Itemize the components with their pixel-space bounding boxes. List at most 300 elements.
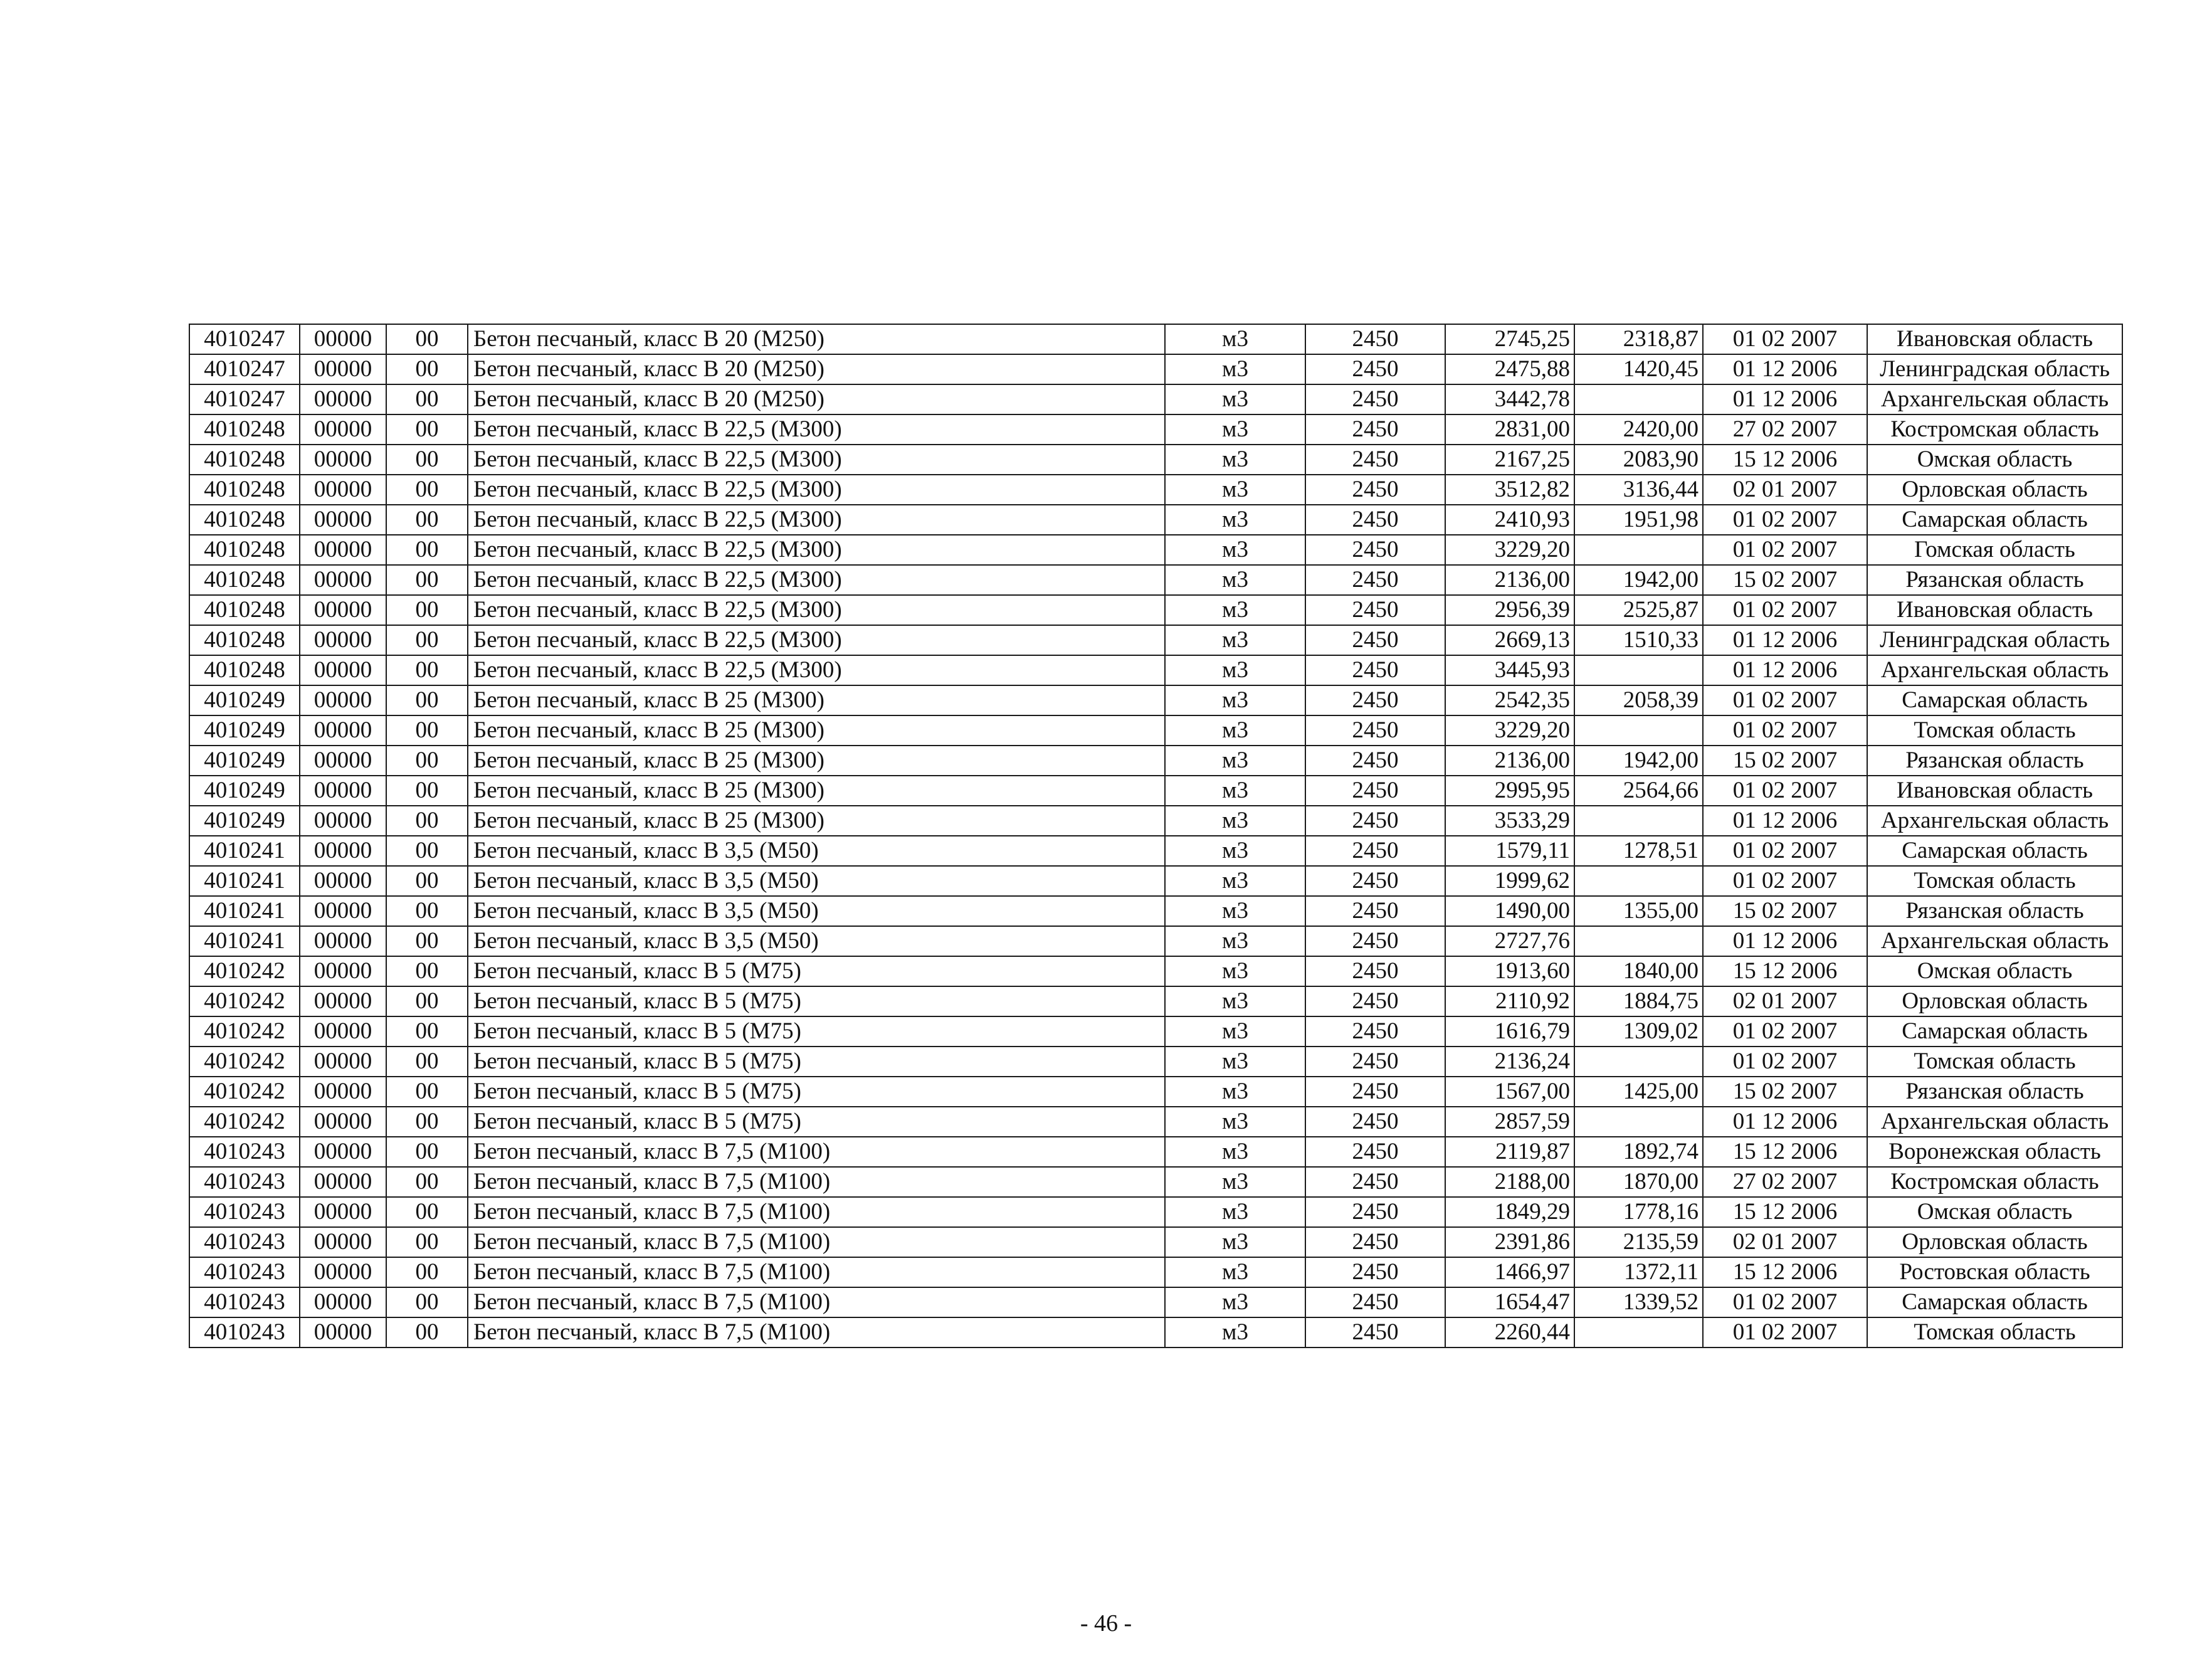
unit-cell: м3 [1165, 655, 1305, 685]
table-row [189, 384, 2122, 414]
sub-code-cell: 00000 [300, 1107, 386, 1137]
unit-cell: м3 [1165, 866, 1305, 896]
date-cell: 01 02 2007 [1703, 685, 1867, 715]
table-row [189, 956, 2122, 986]
table-row [189, 1317, 2122, 1347]
material-name-cell: Бетон песчаный, класс В 7,5 (М100) [468, 1287, 1165, 1317]
ext-code-cell: 00 [386, 384, 468, 414]
price-alt-cell: 1884,75 [1574, 986, 1703, 1016]
price-cell: 1579,11 [1445, 836, 1574, 866]
region-cell: Ростовская область [1867, 1257, 2122, 1287]
price-alt-cell [1574, 926, 1703, 956]
material-name-cell: Бетон песчаный, класс В 22,5 (М300) [468, 625, 1165, 655]
item-code-cell: 4010241 [189, 926, 300, 956]
material-name-cell: Бетон песчаный, класс В 22,5 (М300) [468, 414, 1165, 445]
unit-cell: м3 [1165, 384, 1305, 414]
density-cell: 2450 [1305, 866, 1445, 896]
price-cell: 2188,00 [1445, 1167, 1574, 1197]
unit-cell: м3 [1165, 475, 1305, 505]
table-row [189, 1197, 2122, 1227]
date-cell: 01 02 2007 [1703, 535, 1867, 565]
material-name-cell: Бетон песчаный, класс В 25 (М300) [468, 806, 1165, 836]
price-cell: 2669,13 [1445, 625, 1574, 655]
item-code-cell: 4010248 [189, 625, 300, 655]
table-row [189, 1287, 2122, 1317]
sub-code-cell: 00000 [300, 1167, 386, 1197]
date-cell: 27 02 2007 [1703, 1167, 1867, 1197]
region-cell: Гомская область [1867, 535, 2122, 565]
region-cell: Рязанская область [1867, 565, 2122, 595]
region-cell: Костромская область [1867, 1167, 2122, 1197]
ext-code-cell: 00 [386, 1077, 468, 1107]
date-cell: 01 02 2007 [1703, 776, 1867, 806]
material-name-cell: Бетон песчаный, класс В 22,5 (М300) [468, 655, 1165, 685]
ext-code-cell: 00 [386, 1227, 468, 1257]
table-row [189, 1107, 2122, 1137]
sub-code-cell: 00000 [300, 565, 386, 595]
ext-code-cell: 00 [386, 625, 468, 655]
price-alt-cell [1574, 1107, 1703, 1137]
ext-code-cell: 00 [386, 445, 468, 475]
unit-cell: м3 [1165, 1077, 1305, 1107]
price-alt-cell: 1951,98 [1574, 505, 1703, 535]
table-row [189, 1227, 2122, 1257]
material-name-cell: Бетон песчаный, класс В 7,5 (М100) [468, 1167, 1165, 1197]
material-name-cell: Бетон песчаный, класс В 20 (М250) [468, 354, 1165, 384]
material-name-cell: Бетон песчаный, класс В 7,5 (М100) [468, 1317, 1165, 1347]
price-cell: 2136,24 [1445, 1047, 1574, 1077]
table-row [189, 565, 2122, 595]
price-cell: 1999,62 [1445, 866, 1574, 896]
unit-cell: м3 [1165, 685, 1305, 715]
date-cell: 01 02 2007 [1703, 715, 1867, 746]
item-code-cell: 4010243 [189, 1257, 300, 1287]
item-code-cell: 4010248 [189, 505, 300, 535]
sub-code-cell: 00000 [300, 1257, 386, 1287]
density-cell: 2450 [1305, 1077, 1445, 1107]
unit-cell: м3 [1165, 354, 1305, 384]
region-cell: Томская область [1867, 866, 2122, 896]
sub-code-cell: 00000 [300, 595, 386, 625]
table-row [189, 746, 2122, 776]
item-code-cell: 4010241 [189, 896, 300, 926]
date-cell: 01 12 2006 [1703, 384, 1867, 414]
date-cell: 15 12 2006 [1703, 956, 1867, 986]
unit-cell: м3 [1165, 595, 1305, 625]
table-row [189, 866, 2122, 896]
price-cell: 2260,44 [1445, 1317, 1574, 1347]
density-cell: 2450 [1305, 1047, 1445, 1077]
sub-code-cell: 00000 [300, 746, 386, 776]
price-alt-cell: 2318,87 [1574, 324, 1703, 354]
density-cell: 2450 [1305, 986, 1445, 1016]
item-code-cell: 4010248 [189, 565, 300, 595]
region-cell: Воронежская область [1867, 1137, 2122, 1167]
region-cell: Томская область [1867, 1317, 2122, 1347]
ext-code-cell: 00 [386, 1137, 468, 1167]
sub-code-cell: 00000 [300, 926, 386, 956]
price-cell: 2475,88 [1445, 354, 1574, 384]
ext-code-cell: 00 [386, 565, 468, 595]
unit-cell: м3 [1165, 535, 1305, 565]
density-cell: 2450 [1305, 655, 1445, 685]
region-cell: Архангельская область [1867, 655, 2122, 685]
unit-cell: м3 [1165, 625, 1305, 655]
region-cell: Костромская область [1867, 414, 2122, 445]
price-table [189, 324, 2123, 1348]
material-name-cell: Бетон песчаный, класс В 7,5 (М100) [468, 1227, 1165, 1257]
density-cell: 2450 [1305, 625, 1445, 655]
ext-code-cell: 00 [386, 746, 468, 776]
density-cell: 2450 [1305, 1257, 1445, 1287]
table-row [189, 926, 2122, 956]
price-alt-cell: 1339,52 [1574, 1287, 1703, 1317]
item-code-cell: 4010249 [189, 685, 300, 715]
ext-code-cell: 00 [386, 475, 468, 505]
region-cell: Рязанская область [1867, 746, 2122, 776]
unit-cell: м3 [1165, 1047, 1305, 1077]
unit-cell: м3 [1165, 926, 1305, 956]
item-code-cell: 4010248 [189, 475, 300, 505]
material-name-cell: Бетон песчаный, класс В 25 (М300) [468, 746, 1165, 776]
date-cell: 01 02 2007 [1703, 1287, 1867, 1317]
sub-code-cell: 00000 [300, 776, 386, 806]
material-name-cell: Бетон песчаный, класс В 7,5 (М100) [468, 1137, 1165, 1167]
date-cell: 02 01 2007 [1703, 986, 1867, 1016]
sub-code-cell: 00000 [300, 866, 386, 896]
price-cell: 2745,25 [1445, 324, 1574, 354]
date-cell: 01 02 2007 [1703, 1317, 1867, 1347]
ext-code-cell: 00 [386, 414, 468, 445]
date-cell: 01 12 2006 [1703, 625, 1867, 655]
unit-cell: м3 [1165, 776, 1305, 806]
price-cell: 2857,59 [1445, 1107, 1574, 1137]
item-code-cell: 4010242 [189, 1047, 300, 1077]
price-cell: 3229,20 [1445, 535, 1574, 565]
region-cell: Омская область [1867, 956, 2122, 986]
item-code-cell: 4010248 [189, 445, 300, 475]
material-name-cell: Бетон песчаный, класс В 3,5 (М50) [468, 836, 1165, 866]
unit-cell: м3 [1165, 324, 1305, 354]
item-code-cell: 4010243 [189, 1197, 300, 1227]
ext-code-cell: 00 [386, 595, 468, 625]
price-alt-cell [1574, 1047, 1703, 1077]
density-cell: 2450 [1305, 776, 1445, 806]
material-name-cell: Бетон песчаный, класс В 22,5 (М300) [468, 445, 1165, 475]
ext-code-cell: 00 [386, 986, 468, 1016]
region-cell: Ивановская область [1867, 595, 2122, 625]
table-row [189, 354, 2122, 384]
material-name-cell: Бетон песчаный, класс В 5 (М75) [468, 1077, 1165, 1107]
date-cell: 01 12 2006 [1703, 655, 1867, 685]
price-cell: 1466,97 [1445, 1257, 1574, 1287]
unit-cell: м3 [1165, 1167, 1305, 1197]
price-alt-cell: 1870,00 [1574, 1167, 1703, 1197]
price-cell: 3445,93 [1445, 655, 1574, 685]
density-cell: 2450 [1305, 715, 1445, 746]
table-row [189, 1016, 2122, 1047]
material-name-cell: Бетон песчаный, класс В 25 (М300) [468, 776, 1165, 806]
table-row [189, 1047, 2122, 1077]
density-cell: 2450 [1305, 1167, 1445, 1197]
material-name-cell: Бетон песчаный, класс В 20 (М250) [468, 324, 1165, 354]
ext-code-cell: 00 [386, 866, 468, 896]
item-code-cell: 4010247 [189, 354, 300, 384]
ext-code-cell: 00 [386, 1197, 468, 1227]
region-cell: Архангельская область [1867, 384, 2122, 414]
region-cell: Орловская область [1867, 986, 2122, 1016]
date-cell: 01 02 2007 [1703, 866, 1867, 896]
ext-code-cell: 00 [386, 806, 468, 836]
material-name-cell: Ьетон песчаный, класс В 5 (М75) [468, 986, 1165, 1016]
material-name-cell: Бетон песчаный, класс В 3,5 (М50) [468, 926, 1165, 956]
region-cell: Омская область [1867, 445, 2122, 475]
unit-cell: м3 [1165, 1257, 1305, 1287]
table-body [189, 324, 2122, 1347]
price-alt-cell [1574, 866, 1703, 896]
material-name-cell: Бетон песчаный, класс В 22,5 (М300) [468, 535, 1165, 565]
item-code-cell: 4010241 [189, 836, 300, 866]
table-row [189, 505, 2122, 535]
table-row [189, 535, 2122, 565]
unit-cell: м3 [1165, 1317, 1305, 1347]
density-cell: 2450 [1305, 1197, 1445, 1227]
price-alt-cell: 2420,00 [1574, 414, 1703, 445]
unit-cell: м3 [1165, 715, 1305, 746]
density-cell: 2450 [1305, 1016, 1445, 1047]
material-name-cell: Бетон песчаный, класс В 7,5 (М100) [468, 1257, 1165, 1287]
region-cell: Ленинградская область [1867, 625, 2122, 655]
ext-code-cell: 00 [386, 1107, 468, 1137]
unit-cell: м3 [1165, 445, 1305, 475]
region-cell: Самарская область [1867, 1016, 2122, 1047]
table-row [189, 1167, 2122, 1197]
price-alt-cell: 1942,00 [1574, 565, 1703, 595]
unit-cell: м3 [1165, 565, 1305, 595]
sub-code-cell: 00000 [300, 836, 386, 866]
date-cell: 02 01 2007 [1703, 475, 1867, 505]
date-cell: 15 02 2007 [1703, 565, 1867, 595]
price-cell: 2167,25 [1445, 445, 1574, 475]
item-code-cell: 4010242 [189, 1016, 300, 1047]
ext-code-cell: 00 [386, 926, 468, 956]
density-cell: 2450 [1305, 1287, 1445, 1317]
date-cell: 01 12 2006 [1703, 354, 1867, 384]
price-alt-cell: 1840,00 [1574, 956, 1703, 986]
sub-code-cell: 00000 [300, 384, 386, 414]
table-row [189, 625, 2122, 655]
price-alt-cell: 1355,00 [1574, 896, 1703, 926]
price-alt-cell: 1892,74 [1574, 1137, 1703, 1167]
date-cell: 15 12 2006 [1703, 1137, 1867, 1167]
price-cell: 3512,82 [1445, 475, 1574, 505]
price-alt-cell [1574, 1317, 1703, 1347]
ext-code-cell: 00 [386, 1317, 468, 1347]
ext-code-cell: 00 [386, 324, 468, 354]
density-cell: 2450 [1305, 505, 1445, 535]
ext-code-cell: 00 [386, 896, 468, 926]
ext-code-cell: 00 [386, 956, 468, 986]
table-row [189, 685, 2122, 715]
price-alt-cell: 1420,45 [1574, 354, 1703, 384]
density-cell: 2450 [1305, 956, 1445, 986]
material-name-cell: Бетон песчаный, класс В 25 (М300) [468, 685, 1165, 715]
table-row [189, 655, 2122, 685]
price-cell: 3442,78 [1445, 384, 1574, 414]
table-row [189, 986, 2122, 1016]
price-alt-cell: 1309,02 [1574, 1016, 1703, 1047]
density-cell: 2450 [1305, 354, 1445, 384]
sub-code-cell: 00000 [300, 445, 386, 475]
table-row [189, 1077, 2122, 1107]
item-code-cell: 4010243 [189, 1137, 300, 1167]
sub-code-cell: 00000 [300, 475, 386, 505]
material-name-cell: Бетон песчаный, класс В 22,5 (М300) [468, 565, 1165, 595]
price-alt-cell: 3136,44 [1574, 475, 1703, 505]
table-row [189, 475, 2122, 505]
table-row [189, 776, 2122, 806]
price-alt-cell: 2058,39 [1574, 685, 1703, 715]
item-code-cell: 4010248 [189, 535, 300, 565]
price-cell: 2119,87 [1445, 1137, 1574, 1167]
price-alt-cell [1574, 655, 1703, 685]
ext-code-cell: 00 [386, 1047, 468, 1077]
density-cell: 2450 [1305, 1107, 1445, 1137]
price-cell: 1913,60 [1445, 956, 1574, 986]
unit-cell: м3 [1165, 746, 1305, 776]
item-code-cell: 4010242 [189, 1107, 300, 1137]
table-row [189, 595, 2122, 625]
material-name-cell: Бетон песчаный, класс В 5 (М75) [468, 1016, 1165, 1047]
item-code-cell: 4010242 [189, 956, 300, 986]
sub-code-cell: 00000 [300, 1016, 386, 1047]
date-cell: 15 02 2007 [1703, 746, 1867, 776]
density-cell: 2450 [1305, 746, 1445, 776]
region-cell: Ивановская область [1867, 324, 2122, 354]
region-cell: Ленинградская область [1867, 354, 2122, 384]
date-cell: 15 12 2006 [1703, 1197, 1867, 1227]
sub-code-cell: 00000 [300, 625, 386, 655]
density-cell: 2450 [1305, 926, 1445, 956]
material-name-cell: Бетон песчаный, класс В 25 (М300) [468, 715, 1165, 746]
price-alt-cell: 1778,16 [1574, 1197, 1703, 1227]
date-cell: 01 02 2007 [1703, 1047, 1867, 1077]
date-cell: 15 12 2006 [1703, 1257, 1867, 1287]
item-code-cell: 4010243 [189, 1227, 300, 1257]
ext-code-cell: 00 [386, 685, 468, 715]
density-cell: 2450 [1305, 414, 1445, 445]
region-cell: Томская область [1867, 1047, 2122, 1077]
sub-code-cell: 00000 [300, 1227, 386, 1257]
item-code-cell: 4010242 [189, 986, 300, 1016]
material-name-cell: Бетон песчаный, класс В 22,5 (М300) [468, 505, 1165, 535]
price-cell: 2110,92 [1445, 986, 1574, 1016]
unit-cell: м3 [1165, 1016, 1305, 1047]
item-code-cell: 4010249 [189, 806, 300, 836]
item-code-cell: 4010241 [189, 866, 300, 896]
date-cell: 01 02 2007 [1703, 324, 1867, 354]
date-cell: 27 02 2007 [1703, 414, 1867, 445]
unit-cell: м3 [1165, 1137, 1305, 1167]
sub-code-cell: 00000 [300, 685, 386, 715]
sub-code-cell: 00000 [300, 1197, 386, 1227]
density-cell: 2450 [1305, 565, 1445, 595]
date-cell: 01 02 2007 [1703, 836, 1867, 866]
material-name-cell: Бетон песчаный, класс В 5 (М75) [468, 956, 1165, 986]
unit-cell: м3 [1165, 1227, 1305, 1257]
price-cell: 2831,00 [1445, 414, 1574, 445]
sub-code-cell: 00000 [300, 354, 386, 384]
date-cell: 15 02 2007 [1703, 896, 1867, 926]
density-cell: 2450 [1305, 535, 1445, 565]
region-cell: Орловская область [1867, 475, 2122, 505]
table-row [189, 1257, 2122, 1287]
table-row [189, 445, 2122, 475]
density-cell: 2450 [1305, 896, 1445, 926]
unit-cell: м3 [1165, 896, 1305, 926]
material-name-cell: Бетон песчаный, класс В 5 (М75) [468, 1107, 1165, 1137]
unit-cell: м3 [1165, 806, 1305, 836]
region-cell: Самарская область [1867, 836, 2122, 866]
material-name-cell: Бетон песчаный, класс В 22,5 (М300) [468, 595, 1165, 625]
sub-code-cell: 00000 [300, 1137, 386, 1167]
ext-code-cell: 00 [386, 836, 468, 866]
material-name-cell: Бетон песчаный, класс В 20 (М250) [468, 384, 1165, 414]
price-cell: 2410,93 [1445, 505, 1574, 535]
price-cell: 2956,39 [1445, 595, 1574, 625]
sub-code-cell: 00000 [300, 896, 386, 926]
sub-code-cell: 00000 [300, 535, 386, 565]
page-number: - 46 - [1080, 1610, 1132, 1637]
sub-code-cell: 00000 [300, 806, 386, 836]
price-alt-cell [1574, 715, 1703, 746]
price-cell: 3229,20 [1445, 715, 1574, 746]
table-row [189, 715, 2122, 746]
region-cell: Ивановская область [1867, 776, 2122, 806]
sub-code-cell: 00000 [300, 1317, 386, 1347]
price-alt-cell: 1372,11 [1574, 1257, 1703, 1287]
ext-code-cell: 00 [386, 535, 468, 565]
region-cell: Архангельская область [1867, 1107, 2122, 1137]
ext-code-cell: 00 [386, 776, 468, 806]
region-cell: Архангельская область [1867, 926, 2122, 956]
item-code-cell: 4010247 [189, 384, 300, 414]
unit-cell: м3 [1165, 414, 1305, 445]
date-cell: 01 02 2007 [1703, 595, 1867, 625]
region-cell: Самарская область [1867, 685, 2122, 715]
sub-code-cell: 00000 [300, 715, 386, 746]
density-cell: 2450 [1305, 475, 1445, 505]
date-cell: 02 01 2007 [1703, 1227, 1867, 1257]
item-code-cell: 4010249 [189, 715, 300, 746]
item-code-cell: 4010242 [189, 1077, 300, 1107]
material-name-cell: Бетон песчаный, класс В 7,5 (М100) [468, 1197, 1165, 1227]
table-row [189, 324, 2122, 354]
region-cell: Омская область [1867, 1197, 2122, 1227]
price-cell: 3533,29 [1445, 806, 1574, 836]
region-cell: Самарская область [1867, 1287, 2122, 1317]
price-cell: 2542,35 [1445, 685, 1574, 715]
price-alt-cell: 1278,51 [1574, 836, 1703, 866]
unit-cell: м3 [1165, 836, 1305, 866]
region-cell: Архангельская область [1867, 806, 2122, 836]
ext-code-cell: 00 [386, 505, 468, 535]
price-alt-cell: 2525,87 [1574, 595, 1703, 625]
unit-cell: м3 [1165, 956, 1305, 986]
price-cell: 2391,86 [1445, 1227, 1574, 1257]
date-cell: 01 02 2007 [1703, 505, 1867, 535]
ext-code-cell: 00 [386, 1257, 468, 1287]
